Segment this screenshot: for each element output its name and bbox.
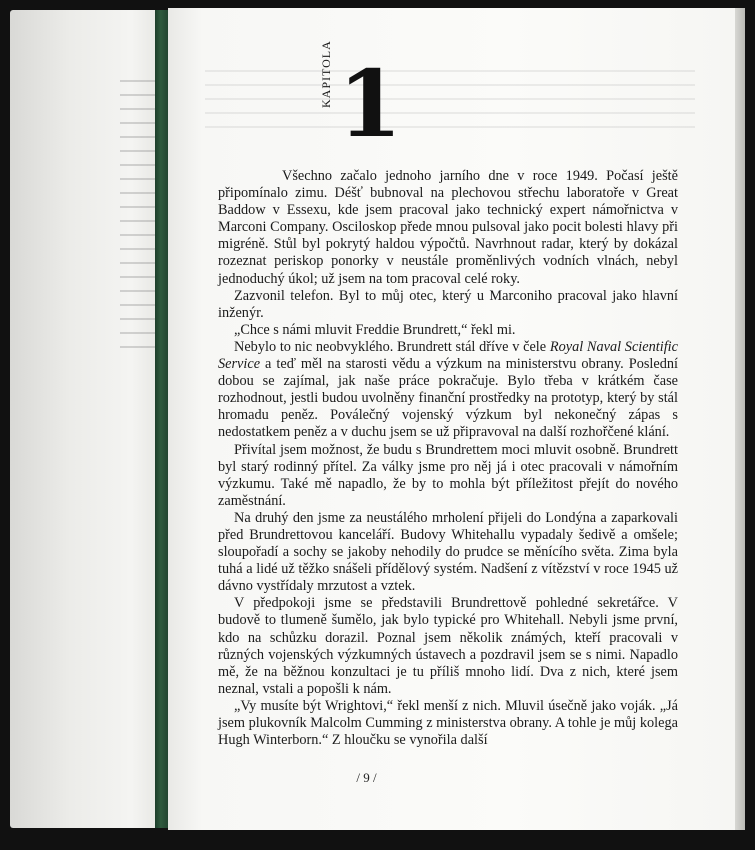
chapter-number: 1 [338,50,403,158]
show-through-text [120,80,160,360]
paragraph: „Vy musíte být Wrightovi,“ řekl menší z nich. Mluvil úsečně jako voják. „Já jsem plukovník Malcolm Cumming z ministerstva obrany. A tohle je můj kolega Hugh Winterborn.“ Z hloučku se vynořila další [218,697,678,749]
page-number-text: / 9 / [356,770,377,785]
paragraph: Na druhý den jsme za neustálého mrholení přijeli do Londýna a zaparkovali před Brundrettovou kanceláří. Budovy Whitehallu vypadaly šedivě a omšele; sloupořadí a sochy se jakoby nehodily do prudce se měnícího světa. Zima byla tuhá a lidé už těžko snášeli přídělový systém. Nadšení z vítězství v roce 1945 už dávno vystřídaly mrzutost a vztek. [218,509,678,595]
show-through-text [205,70,695,140]
paragraph: V předpokoji jsme se představili Brundrettově pohledné sekretářce. V budově to tlumeně šumělo, jak bylo typické pro Whitehall. Nebyli jsme první, kdo na schůzku dorazil. Poznal jsem několik známých, kteří pracovali v různých vojenských výzkumných ústavech a pozdravil jsem se s nimi. Napadlo mě, že na běžnou konzultaci je tu příliš mnoho lidí. Dva z nich, které jsem neznal, vstali a popošli k nám. [218,595,678,697]
paragraph: Přivítal jsem možnost, že budu s Brundrettem moci mluvit osobně. Brundrett byl starý rodinný přítel. Za války jsme pro něj já i otec pracovali v námořním výzkumu. Také mě napadlo, že by to mohla být příležitost přejít do nového zaměstnání. [218,441,678,509]
paragraph: Zazvonil telefon. Byl to můj otec, který u Marconiho pracoval jako hlavní inženýr. [218,287,678,321]
page-edge [735,8,745,830]
left-page [10,10,162,828]
paragraph [218,339,678,442]
page-number [0,770,755,786]
paragraph: „Chce s námi mluvit Freddie Brundrett,“ řekl mi. [234,321,516,338]
paragraph-text: Nebylo to nic neobvyklého. Brundrett stál dříve v čele [234,338,550,355]
paragraph-text: a teď měl na starosti vědu a výzkum na ministerstvu obrany. Poslední dobou se zajímal, jak naše práce pokračuje. Bylo třeba v krátkém čase rozhodnout, jestli budou uvolněny finanční prostředky na prototyp, který by stál hromadu peněz. Poválečný vojenský výzkum byl nekonečný zápas s nedostatkem peněz a v duchu jsem se už připravoval na další rozhořčené klání. [218,356,678,441]
chapter-label: KAPITOLA [319,40,333,108]
body-text [218,168,678,749]
book-spine [155,10,169,828]
italic-term: Royal Naval Scientific Service [218,338,678,373]
paragraph: Všechno začalo jednoho jarního dne v roce 1949. Počasí ještě připomínalo zimu. Déšť bubnoval na plechovou střechu laboratoře v Great Baddow v Essexu, kde jsem pracoval jako technický expert námořnictva v Marconi Company. Osciloskop přede mnou pulsoval jako pocit bolesti hlavy při migréně. Stůl byl pokrytý haldou výpočtů. Navrhnout radar, který by dokázal rozeznat periskop ponorky v neustále proměnlivých vodních vlnách, nebyl jednoduchý úkol; už jsem na tom pracoval celé roky. [218,168,678,287]
